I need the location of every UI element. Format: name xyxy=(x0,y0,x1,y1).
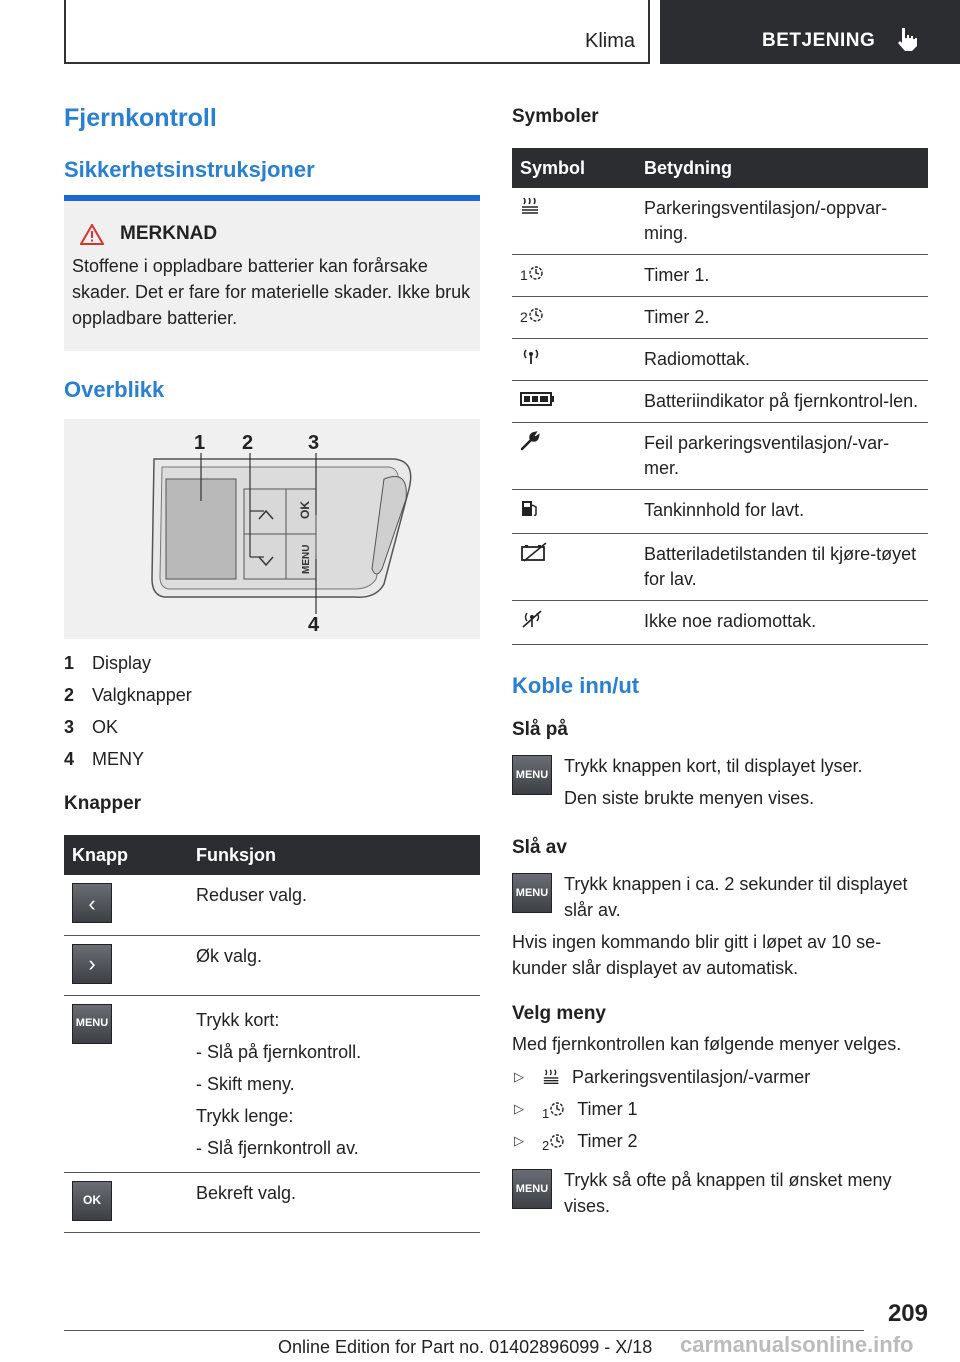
overview-heading: Overblikk xyxy=(64,377,165,402)
table-row xyxy=(64,995,480,1172)
warning-triangle-icon xyxy=(80,224,104,245)
menu-key-icon: MENU xyxy=(72,1004,112,1044)
no-radio-icon xyxy=(520,609,544,629)
table-row xyxy=(512,381,928,423)
header-divider-left xyxy=(64,0,66,64)
figure-legend xyxy=(64,647,480,775)
turn-on-label: Slå på xyxy=(512,719,568,740)
left-column xyxy=(64,100,480,1233)
legend-item xyxy=(64,647,480,679)
bullet-triangle-icon: ▷ xyxy=(514,1069,524,1084)
table-row xyxy=(512,188,928,255)
instruction-line: Den siste brukte menyen vises. xyxy=(564,788,815,808)
cell-line: Trykk kort: xyxy=(196,1009,280,1030)
table-cell: Bekreft valg. xyxy=(188,1172,480,1232)
figure-ok-label: OK xyxy=(298,501,312,519)
battery-indicator-icon xyxy=(520,391,556,407)
legend-text: MENY xyxy=(92,748,145,769)
table-row xyxy=(64,1172,480,1232)
connect-heading: Koble inn/ut xyxy=(512,673,640,698)
legend-number: 3 xyxy=(64,716,75,737)
table-cell: Parkeringsventilasjon/-oppvar-ming. xyxy=(636,188,928,255)
remote-control-drawing xyxy=(64,419,480,639)
ok-key-icon: OK xyxy=(72,1181,112,1221)
buttons-table xyxy=(64,835,480,1233)
legend-number: 2 xyxy=(64,684,75,705)
cell-line: - Slå på fjernkontroll. xyxy=(196,1041,362,1062)
table-row xyxy=(512,601,928,645)
header-underline xyxy=(64,62,650,64)
turn-off-instruction xyxy=(512,871,928,923)
legend-item xyxy=(64,679,480,711)
buttons-heading: Knapper xyxy=(64,793,142,814)
legend-text: Display xyxy=(92,652,152,673)
table-row xyxy=(64,935,480,995)
fuel-pump-icon xyxy=(520,498,540,518)
symbols-table xyxy=(512,148,928,645)
header-chapter-label: BETJENING xyxy=(762,30,876,51)
page-number: 209 xyxy=(887,1300,928,1327)
footer-rule xyxy=(64,1330,864,1331)
page-title: Fjernkontroll xyxy=(64,104,217,132)
figure-callout-4: 4 xyxy=(308,614,320,636)
table-row xyxy=(512,534,928,601)
table-header-row xyxy=(64,835,480,875)
legend-number: 4 xyxy=(64,748,75,769)
header-divider-right xyxy=(648,0,650,64)
remote-control-figure xyxy=(64,419,480,639)
hand-pointer-icon xyxy=(896,26,920,57)
auto-off-note: Hvis ingen kommando blir gitt i løpet av 10 se-kunder slår displayet av automatisk. xyxy=(512,932,882,978)
menu-key-icon: MENU xyxy=(512,755,552,795)
watermark-text: carmanualsonline.info xyxy=(680,1332,914,1357)
chevron-right-key-icon: › xyxy=(72,944,112,984)
table-header-cell: Symbol xyxy=(512,148,636,188)
table-cell: Tankinnhold for lavt. xyxy=(636,490,928,534)
timer-number: 1 xyxy=(542,1106,550,1121)
chevron-left-key-icon: ‹ xyxy=(72,883,112,923)
timer-1-icon xyxy=(549,1101,565,1117)
legend-number: 1 xyxy=(64,652,75,673)
menu-key-icon: MENU xyxy=(512,873,552,913)
table-header-cell: Betydning xyxy=(636,148,928,188)
table-header-row xyxy=(512,148,928,188)
footer-edition: Online Edition for Part no. 01402896099 - X/18 xyxy=(278,1337,653,1357)
timer-number: 2 xyxy=(542,1138,550,1153)
notice-box xyxy=(64,201,480,351)
table-row xyxy=(512,339,928,381)
figure-callout-3: 3 xyxy=(308,432,320,454)
menu-list xyxy=(512,1061,928,1157)
table-row xyxy=(512,490,928,534)
legend-text: Valgknapper xyxy=(92,684,192,705)
notice-title-text: MERKNAD xyxy=(120,223,218,244)
instruction-line: Trykk så ofte på knappen til ønsket meny vises. xyxy=(564,1170,892,1216)
turn-off-label: Slå av xyxy=(512,837,567,858)
header-section-label: Klima xyxy=(584,30,635,52)
select-menu-label: Velg meny xyxy=(512,1003,606,1024)
table-cell: Batteriladetilstanden til kjøre-tøyet for lav. xyxy=(636,534,928,601)
figure-callout-1: 1 xyxy=(194,432,206,454)
cell-line: - Slå fjernkontroll av. xyxy=(196,1137,359,1158)
table-cell xyxy=(188,995,480,1172)
timer-1-icon xyxy=(528,265,544,281)
bullet-triangle-icon: ▷ xyxy=(514,1101,524,1116)
cell-line: - Skift meny. xyxy=(196,1073,295,1094)
table-header-cell: Knapp xyxy=(64,835,188,875)
instruction-line: Trykk knappen kort, til displayet lyser. xyxy=(564,756,863,776)
bullet-triangle-icon: ▷ xyxy=(514,1133,524,1148)
cell-line: Trykk lenge: xyxy=(196,1105,294,1126)
symbols-heading: Symboler xyxy=(512,106,599,127)
timer-number: 2 xyxy=(520,309,528,325)
table-row xyxy=(64,875,480,935)
table-cell: Reduser valg. xyxy=(188,875,480,935)
table-row xyxy=(512,255,928,297)
list-item-text: Timer 1 xyxy=(577,1098,638,1119)
list-item xyxy=(512,1093,928,1125)
wrench-icon xyxy=(520,431,540,451)
figure-callout-2: 2 xyxy=(242,432,254,454)
select-menu-instruction xyxy=(512,1167,928,1219)
instruction-line: Trykk knappen i ca. 2 sekunder til displayet slår av. xyxy=(564,874,908,920)
right-column xyxy=(512,100,928,1219)
table-row xyxy=(512,297,928,339)
table-header-cell: Funksjon xyxy=(188,835,480,875)
safety-heading: Sikkerhetsinstruksjoner xyxy=(64,157,315,182)
parking-heater-icon xyxy=(520,196,542,216)
legend-text: OK xyxy=(92,716,119,737)
table-cell: Øk valg. xyxy=(188,935,480,995)
legend-item xyxy=(64,711,480,743)
radio-reception-icon xyxy=(520,347,542,365)
notice-title xyxy=(80,223,472,245)
list-item xyxy=(512,1125,928,1157)
list-item-text: Timer 2 xyxy=(577,1130,638,1151)
list-item-text: Parkeringsventilasjon/-varmer xyxy=(572,1066,811,1087)
timer-number: 1 xyxy=(520,267,528,283)
table-cell: Timer 2. xyxy=(636,297,928,339)
legend-item xyxy=(64,743,480,775)
battery-low-icon xyxy=(520,542,548,562)
header-chapter-tab xyxy=(660,0,960,64)
table-cell: Timer 1. xyxy=(636,255,928,297)
parking-heater-icon xyxy=(542,1067,562,1087)
table-cell: Feil parkeringsventilasjon/-var-mer. xyxy=(636,423,928,490)
table-cell: Radiomottak. xyxy=(636,339,928,381)
timer-2-icon xyxy=(549,1133,565,1149)
table-cell: Ikke noe radiomottak. xyxy=(636,601,928,645)
turn-on-instruction xyxy=(512,753,928,811)
list-item xyxy=(512,1061,928,1093)
select-menu-intro: Med fjernkontrollen kan følgende menyer velges. xyxy=(512,1034,902,1054)
menu-key-icon: MENU xyxy=(512,1169,552,1209)
timer-2-icon xyxy=(528,307,544,323)
notice-text: Stoffene i oppladbare batterier kan forårsake skader. Det er fare for materielle skader. Ikke bruk oppladbare batterier. xyxy=(72,256,471,328)
table-row xyxy=(512,423,928,490)
figure-menu-label: MENU xyxy=(301,544,312,574)
table-cell: Batteriindikator på fjernkontrol-len. xyxy=(636,381,928,423)
